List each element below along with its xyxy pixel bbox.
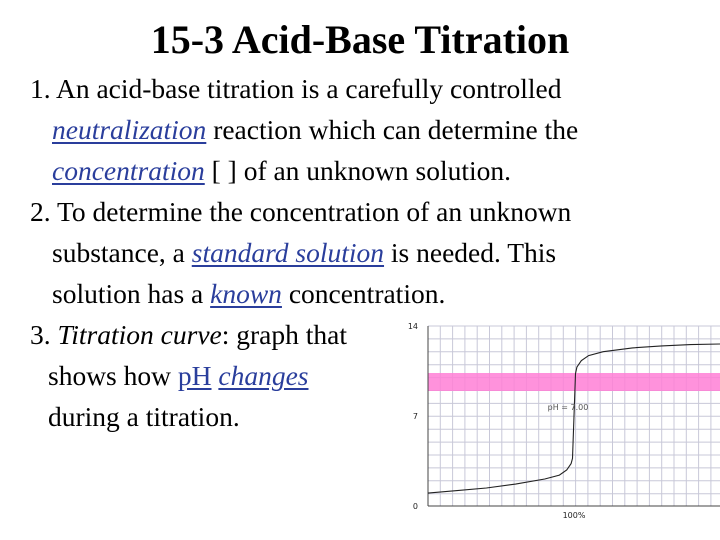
item3-line3: during a titration. (48, 401, 240, 432)
keyword-concentration[interactable]: concentration (52, 155, 205, 186)
keyword-changes[interactable]: changes (218, 360, 309, 391)
keyword-neutralization[interactable]: neutralization (52, 114, 207, 145)
item1-line2-text: reaction which can determine the (206, 114, 579, 145)
item2-line3 (30, 273, 710, 314)
item2-line3-post: concentration. (281, 278, 446, 309)
slide-title: 15-3 Acid-Base Titration (150, 17, 570, 62)
item1-line3 (30, 150, 710, 191)
item1-line3-text: [ ] of an unknown solution. (204, 155, 512, 186)
x-tick-label: 100% (562, 511, 586, 520)
titration-curve-line (428, 344, 720, 493)
y-tick-label: 14 (408, 322, 418, 331)
keyword-ph[interactable]: pH (177, 360, 212, 391)
item3-prefix: 3. (30, 319, 58, 350)
item2-line1: 2. To determine the concentration of an unknown (30, 196, 572, 227)
item3-line2-pre: shows how (48, 360, 178, 391)
item1-line1: 1. An acid-base titration is a carefully controlled (30, 73, 562, 104)
item3-line1-rest: : graph that (221, 319, 347, 350)
y-tick-label: 0 (412, 502, 418, 511)
item1-line2 (30, 109, 710, 150)
equivalence-band (428, 373, 720, 391)
term-titration-curve: Titration curve (57, 319, 222, 350)
item2-line3-pre: solution has a (52, 278, 211, 309)
keyword-known[interactable]: known (210, 278, 282, 309)
titration-curve-chart (408, 318, 720, 540)
equivalence-annotation: pH = 7.00 (547, 403, 589, 412)
item2-line2 (30, 232, 710, 273)
y-tick-label: 7 (412, 412, 418, 421)
item2-line2-pre: substance, a (52, 237, 192, 268)
item2-line2-post: is needed. This (384, 237, 557, 268)
keyword-standard-solution[interactable]: standard solution (191, 237, 385, 268)
